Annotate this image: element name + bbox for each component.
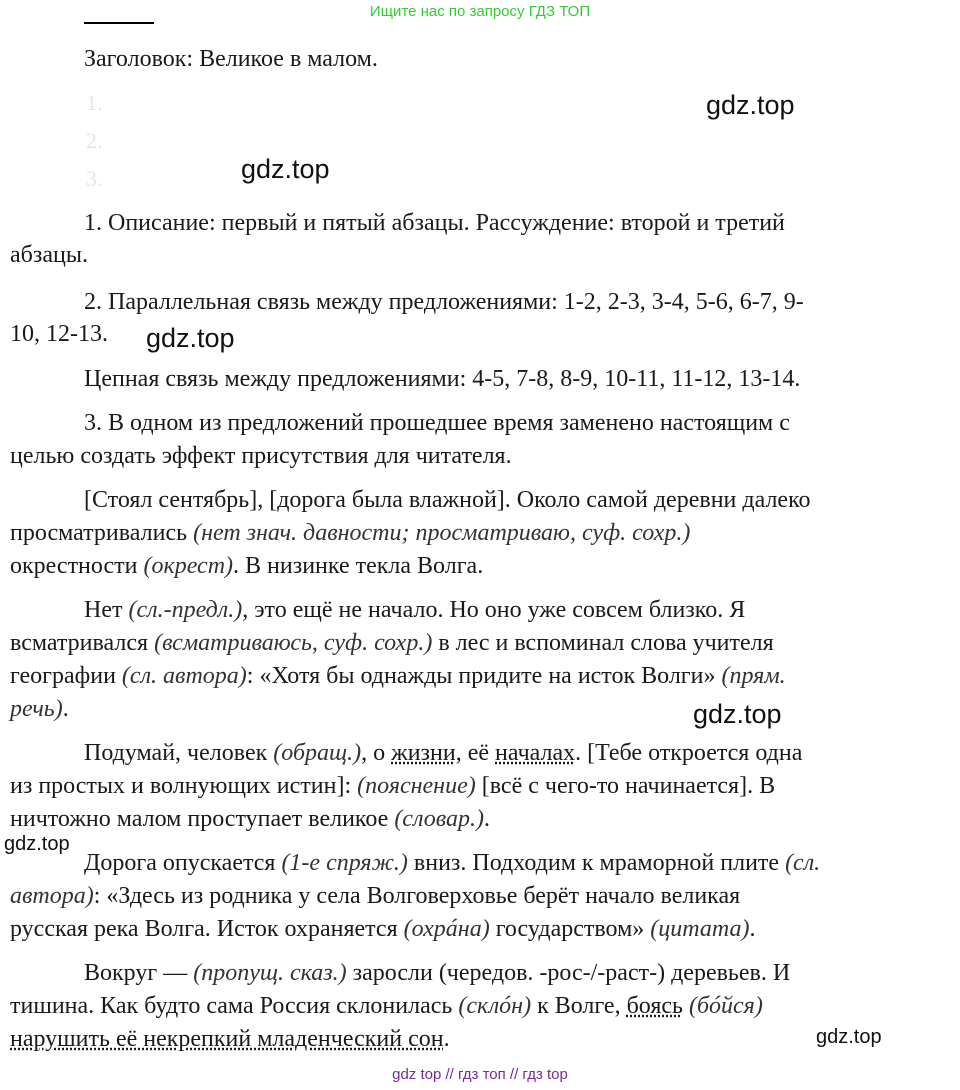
p5-word: просматривались <box>10 520 194 546</box>
p7-note-1: (обращ.) <box>273 740 362 766</box>
p5-line-3 <box>10 551 483 581</box>
p9-c: заросли (чередов. -рос-/-раст-) деревьев. И <box>346 960 791 986</box>
p7-note-3: (словар.) <box>394 806 484 832</box>
p8-e: государством» <box>489 916 651 942</box>
p7-word-life: жизни <box>391 740 456 766</box>
p8-note-4: (охрáна) <box>403 916 490 942</box>
top-banner[interactable]: Ищите нас по запросу ГДЗ ТОП <box>369 3 591 20</box>
page-title: Заголовок: Великое в малом. <box>84 46 378 72</box>
p6-end: . <box>62 696 69 722</box>
p6-quote: : «Хотя бы однажды придите на исток Волги» <box>246 663 722 689</box>
ghost-number-1: 1. <box>86 90 103 115</box>
p5-note-2: (окрест) <box>143 553 234 579</box>
p8-line-3 <box>10 914 756 944</box>
p6-tail: в лес и вспоминал слова учителя <box>432 630 774 656</box>
p7-h: из простых и волнующих истин]: <box>10 773 358 799</box>
p6-a: Нет <box>84 597 129 623</box>
p4-line-1: 3. В одном из предложений прошедшее время заменено настоящим с <box>84 410 790 436</box>
p6-line-1 <box>84 595 745 625</box>
p8-note-2: (сл. <box>785 850 821 876</box>
p6-word-2: географии <box>10 663 122 689</box>
p7-e: , её <box>455 740 496 766</box>
p9-word-fearing: боясь <box>626 993 683 1019</box>
watermark-6: gdz.top <box>816 1026 882 1048</box>
p7-note-2: (пояснение) <box>357 773 476 799</box>
p2-line-1: 2. Параллельная связь между предложениями: 1-2, 2-3, 3-4, 5-6, 6-7, 9- <box>84 289 804 315</box>
p1-line-2: абзацы. <box>10 242 88 268</box>
watermark-3: gdz.top <box>146 323 235 353</box>
p8-note-5: (цитата) <box>650 916 750 942</box>
p7-c: , о <box>361 740 392 766</box>
watermark-2: gdz.top <box>241 154 330 184</box>
p1-line-1: 1. Описание: первый и пятый абзацы. Рассуждение: второй и третий <box>84 210 785 236</box>
p9-line-3 <box>10 1024 450 1054</box>
p9-line-2 <box>10 991 763 1021</box>
p8-quote: : «Здесь из родника у села Волговерховье берёт начало великая <box>93 883 741 909</box>
p9-line-1 <box>84 958 790 988</box>
p6-note-5: речь) <box>10 696 63 722</box>
p7-word-beginnings: началах <box>495 740 576 766</box>
p6-note-3: (сл. автора) <box>121 663 247 689</box>
p8-f: . <box>749 916 756 942</box>
p3-line-1: Цепная связь между предложениями: 4-5, 7-8, 8-9, 10-11, 11-12, 13-14. <box>84 366 801 392</box>
p5-note: (нет знач. давности; просматриваю, суф. сохр.) <box>193 520 691 546</box>
p5-word-2: окрестности <box>10 553 144 579</box>
p8-a: Дорога опускается <box>84 850 282 876</box>
p9-e: к Волге, <box>531 993 627 1019</box>
p6-note-2: (всматриваюсь, суф. сохр.) <box>154 630 433 656</box>
p7-i: [всё с чего-то начинается]. В <box>475 773 776 799</box>
p6-c: , это ещё не начало. Но оно уже совсем близко. Я <box>242 597 746 623</box>
p2-line-2: 10, 12-13. <box>10 321 108 347</box>
p4-line-2: целью создать эффект присутствия для читателя. <box>10 443 512 469</box>
p6-line-2 <box>10 628 774 658</box>
p8-c: вниз. Подходим к мраморной плите <box>407 850 786 876</box>
p9-note-2: (склóн) <box>458 993 532 1019</box>
top-rule <box>84 22 154 24</box>
p8-line-2 <box>10 881 740 911</box>
p7-a: Подумай, человек <box>84 740 274 766</box>
p7-j: ничтожно малом проступает великое <box>10 806 395 832</box>
p5-line-2 <box>10 518 690 548</box>
p9-d: тишина. Как будто сама Россия склонилась <box>10 993 459 1019</box>
watermark-1: gdz.top <box>706 90 795 120</box>
p7-line-3 <box>10 804 490 834</box>
p5-tail: . В низинке текла Волга. <box>233 553 484 579</box>
p6-word: всматривался <box>10 630 155 656</box>
p7-line-2 <box>10 771 775 801</box>
p9-note-3: (бóйся) <box>688 993 763 1019</box>
p6-note-4: (прям. <box>721 663 786 689</box>
p7-line-1 <box>84 738 802 768</box>
p8-note-3: автора) <box>10 883 94 909</box>
p6-line-3 <box>10 661 786 691</box>
p6-line-4 <box>10 694 69 724</box>
p9-end: . <box>443 1026 450 1052</box>
p8-note-1: (1-е спряж.) <box>281 850 408 876</box>
p8-d: русская река Волга. Исток охраняется <box>10 916 404 942</box>
p8-line-1 <box>84 848 820 878</box>
ghost-number-3: 3. <box>86 166 103 191</box>
watermark-4: gdz.top <box>693 699 782 729</box>
p9-a: Вокруг — <box>84 960 194 986</box>
watermark-5: gdz.top <box>4 833 70 855</box>
p5-line-1: [Стоял сентябрь], [дорога была влажной]. Около самой деревни далеко <box>84 487 811 513</box>
p6-note-1: (сл.-предл.) <box>128 597 243 623</box>
p9-note-1: (пропущ. сказ.) <box>193 960 347 986</box>
p9-participle-phrase: нарушить её некрепкий младенческий сон <box>10 1026 444 1052</box>
bottom-banner[interactable]: gdz top // гдз топ // гдз top <box>392 1066 568 1083</box>
p7-g: . [Тебе откроется одна <box>575 740 803 766</box>
ghost-number-2: 2. <box>86 128 103 153</box>
p7-k: . <box>483 806 490 832</box>
